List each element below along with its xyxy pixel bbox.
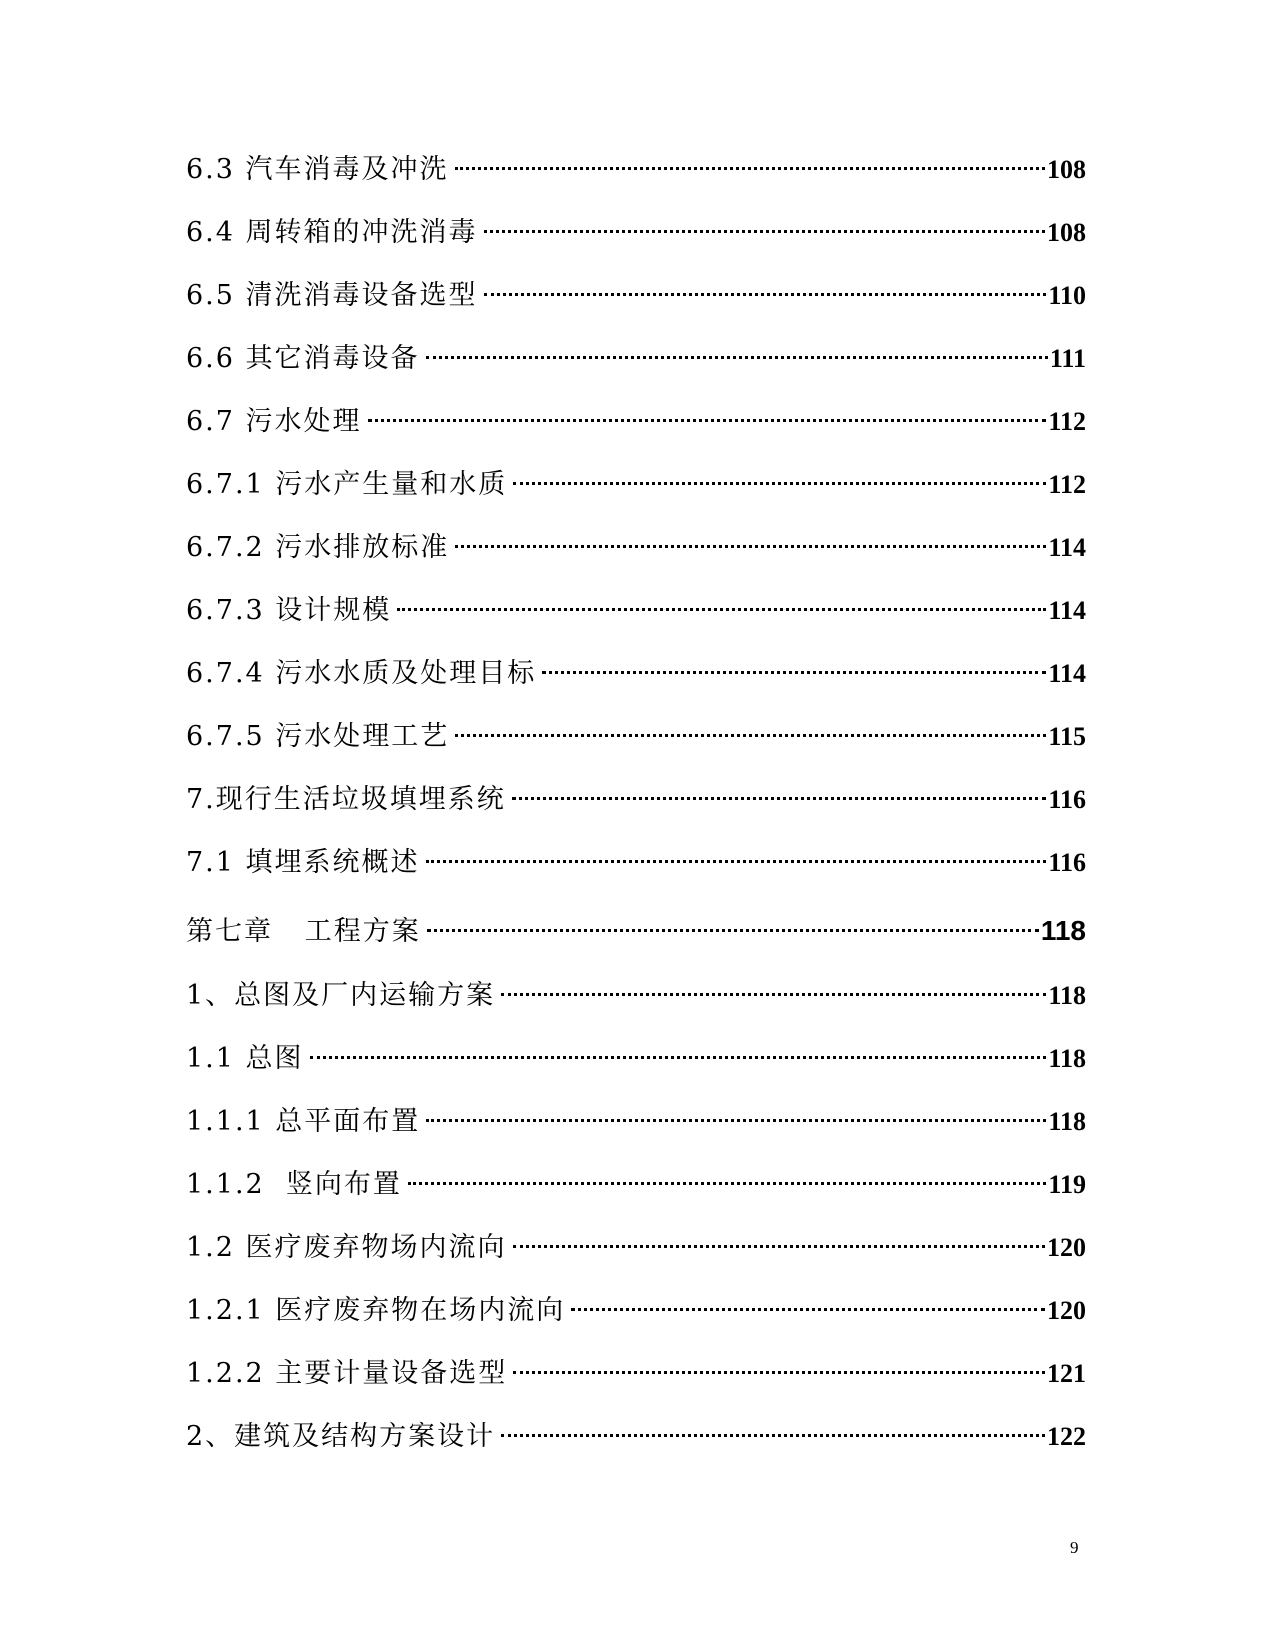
toc-entry-label: 第七章 工程方案	[186, 916, 421, 947]
toc-entry-page-number: 119	[1048, 1170, 1086, 1199]
toc-entry-page-number: 116	[1048, 848, 1086, 877]
toc-entry[interactable]	[186, 516, 1086, 579]
toc-dot-leader	[455, 167, 1045, 170]
toc-dot-leader	[455, 545, 1046, 548]
toc-dot-leader	[408, 1182, 1047, 1185]
toc-dot-leader	[455, 734, 1046, 737]
toc-dot-leader	[513, 482, 1046, 485]
toc-entry-label: 2、建筑及结构方案设计	[186, 1421, 496, 1452]
toc-entry-page-number: 118	[1048, 981, 1086, 1010]
toc-entry-page-number: 121	[1047, 1359, 1086, 1388]
toc-entry[interactable]	[186, 1090, 1086, 1153]
toc-entry[interactable]	[186, 201, 1086, 264]
toc-entry-page-number: 120	[1047, 1296, 1086, 1325]
toc-entry-label: 1.1.2 竖向布置	[186, 1169, 402, 1200]
toc-entry-page-number: 111	[1049, 344, 1086, 373]
toc-dot-leader	[542, 671, 1046, 674]
toc-entry-page-number: 112	[1048, 470, 1086, 499]
toc-entry-label: 6.7.1 污水产生量和水质	[186, 469, 508, 500]
toc-entry[interactable]	[186, 453, 1086, 516]
toc-entry-page-number: 108	[1047, 218, 1086, 247]
toc-entry[interactable]	[186, 831, 1086, 894]
toc-entry-label: 6.7.3 设计规模	[186, 595, 392, 626]
toc-entry-page-number: 120	[1047, 1233, 1086, 1262]
page-number: 9	[1070, 1538, 1079, 1557]
toc-chapter-entry[interactable]	[186, 898, 1086, 964]
toc-dot-leader	[513, 1371, 1045, 1374]
toc-entry[interactable]	[186, 1279, 1086, 1342]
toc-entry-label: 6.6 其它消毒设备	[186, 343, 420, 374]
toc-entry-label: 6.7.5 污水处理工艺	[186, 721, 450, 752]
toc-entry-label: 1.2.2 主要计量设备选型	[186, 1358, 508, 1389]
toc-entry-label: 1、总图及厂内运输方案	[186, 980, 496, 1011]
toc-entry[interactable]	[186, 1027, 1086, 1090]
toc-dot-leader	[426, 860, 1047, 863]
toc-dot-leader	[571, 1308, 1045, 1311]
toc-entry-label: 6.5 清洗消毒设备选型	[186, 280, 478, 311]
toc-dot-leader	[397, 608, 1046, 611]
toc-entry-page-number: 118	[1048, 1107, 1086, 1136]
toc-dot-leader	[426, 1119, 1046, 1122]
toc-dot-leader	[501, 1434, 1045, 1437]
toc-entry-page-number: 122	[1047, 1422, 1086, 1451]
toc-entry-page-number: 116	[1048, 785, 1086, 814]
toc-entry-label: 7.现行生活垃圾填埋系统	[186, 784, 506, 815]
toc-entry[interactable]	[186, 964, 1086, 1027]
toc-entry-page-number: 110	[1048, 281, 1086, 310]
toc-entry-label: 6.4 周转箱的冲洗消毒	[186, 217, 478, 248]
toc-dot-leader	[427, 929, 1039, 932]
toc-entry-label: 6.7.4 污水水质及处理目标	[186, 658, 537, 689]
toc-entry-label: 6.7.2 污水排放标准	[186, 532, 450, 563]
toc-dot-leader	[501, 993, 1046, 996]
toc-entry[interactable]	[186, 1405, 1086, 1468]
toc-dot-leader	[368, 419, 1047, 422]
toc-entry[interactable]	[186, 264, 1086, 327]
table-of-contents	[186, 138, 1086, 1468]
toc-entry[interactable]	[186, 768, 1086, 831]
toc-entry[interactable]	[186, 327, 1086, 390]
toc-entry-label: 7.1 填埋系统概述	[186, 847, 420, 878]
toc-entry[interactable]	[186, 642, 1086, 705]
toc-entry[interactable]	[186, 705, 1086, 768]
toc-entry[interactable]	[186, 1153, 1086, 1216]
toc-entry-page-number: 114	[1048, 533, 1086, 562]
toc-entry-page-number: 115	[1048, 722, 1086, 751]
toc-entry-page-number: 118	[1048, 1044, 1086, 1073]
toc-entry-label: 6.7 污水处理	[186, 406, 362, 437]
toc-entry[interactable]	[186, 579, 1086, 642]
toc-entry-label: 1.2 医疗废弃物场内流向	[186, 1232, 507, 1263]
toc-entry-page-number: 108	[1047, 155, 1086, 184]
toc-dot-leader	[310, 1056, 1047, 1059]
toc-entry[interactable]	[186, 390, 1086, 453]
toc-dot-leader	[513, 1245, 1045, 1248]
toc-entry-page-number: 114	[1048, 596, 1086, 625]
toc-dot-leader	[484, 230, 1045, 233]
toc-entry-page-number: 118	[1040, 915, 1086, 946]
toc-entry[interactable]	[186, 1216, 1086, 1279]
toc-dot-leader	[484, 293, 1047, 296]
toc-entry-page-number: 112	[1048, 407, 1086, 436]
toc-dot-leader	[512, 797, 1047, 800]
toc-entry-label: 6.3 汽车消毒及冲洗	[186, 154, 449, 185]
toc-entry-label: 1.1.1 总平面布置	[186, 1106, 421, 1137]
toc-dot-leader	[426, 356, 1048, 359]
toc-entry-label: 1.2.1 医疗废弃物在场内流向	[186, 1295, 566, 1326]
toc-entry[interactable]	[186, 138, 1086, 201]
toc-entry-page-number: 114	[1048, 659, 1086, 688]
toc-entry-label: 1.1 总图	[186, 1043, 304, 1074]
toc-entry[interactable]	[186, 1342, 1086, 1405]
